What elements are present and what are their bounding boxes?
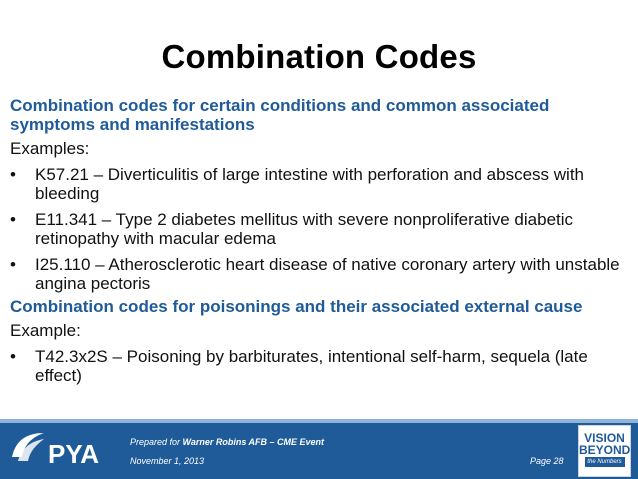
badge-line2: BEYOND [579, 443, 631, 457]
list-item [10, 210, 622, 248]
examples-label: Examples: [10, 139, 90, 158]
list-item-text: K57.21 – Diverticulitis of large intestine with perforation and abscess with bleeding [35, 165, 585, 203]
slide-body [10, 96, 622, 385]
badge-line1: VISION [584, 431, 625, 445]
logo-text: PYA [48, 439, 100, 469]
bullet-icon: • [10, 165, 16, 184]
section2-list [10, 347, 622, 385]
bullet-icon: • [10, 255, 16, 274]
section1-list [10, 165, 622, 293]
bullet-icon: • [10, 210, 16, 229]
list-item [10, 255, 622, 293]
list-item [10, 165, 622, 203]
prepared-for-text [130, 437, 324, 447]
page-number: Page 28 [530, 456, 564, 466]
badge-line3: the Numbers [585, 457, 625, 467]
pya-logo-icon [10, 427, 108, 471]
prepared-prefix: Prepared for [130, 437, 183, 447]
section1-heading: Combination codes for certain conditions and common associated symptoms and manifestations [10, 96, 550, 134]
bullet-icon: • [10, 347, 16, 366]
list-item-text: E11.341 – Type 2 diabetes mellitus with severe nonproliferative diabetic retinopathy with macular edema [35, 210, 574, 248]
footer-date: November 1, 2013 [130, 456, 205, 466]
section2-heading: Combination codes for poisonings and their associated external cause [10, 297, 583, 316]
prepared-for-event: Warner Robins AFB – CME Event [182, 437, 325, 447]
example-label: Example: [10, 321, 81, 340]
vision-beyond-badge [578, 425, 631, 477]
list-item-text: I25.110 – Atherosclerotic heart disease of native coronary artery with unstable angina pectoris [35, 255, 620, 293]
slide-title: Combination Codes [161, 38, 477, 75]
list-item-text: T42.3x2S – Poisoning by barbiturates, intentional self-harm, sequela (late effect) [35, 347, 588, 385]
list-item [10, 347, 622, 385]
